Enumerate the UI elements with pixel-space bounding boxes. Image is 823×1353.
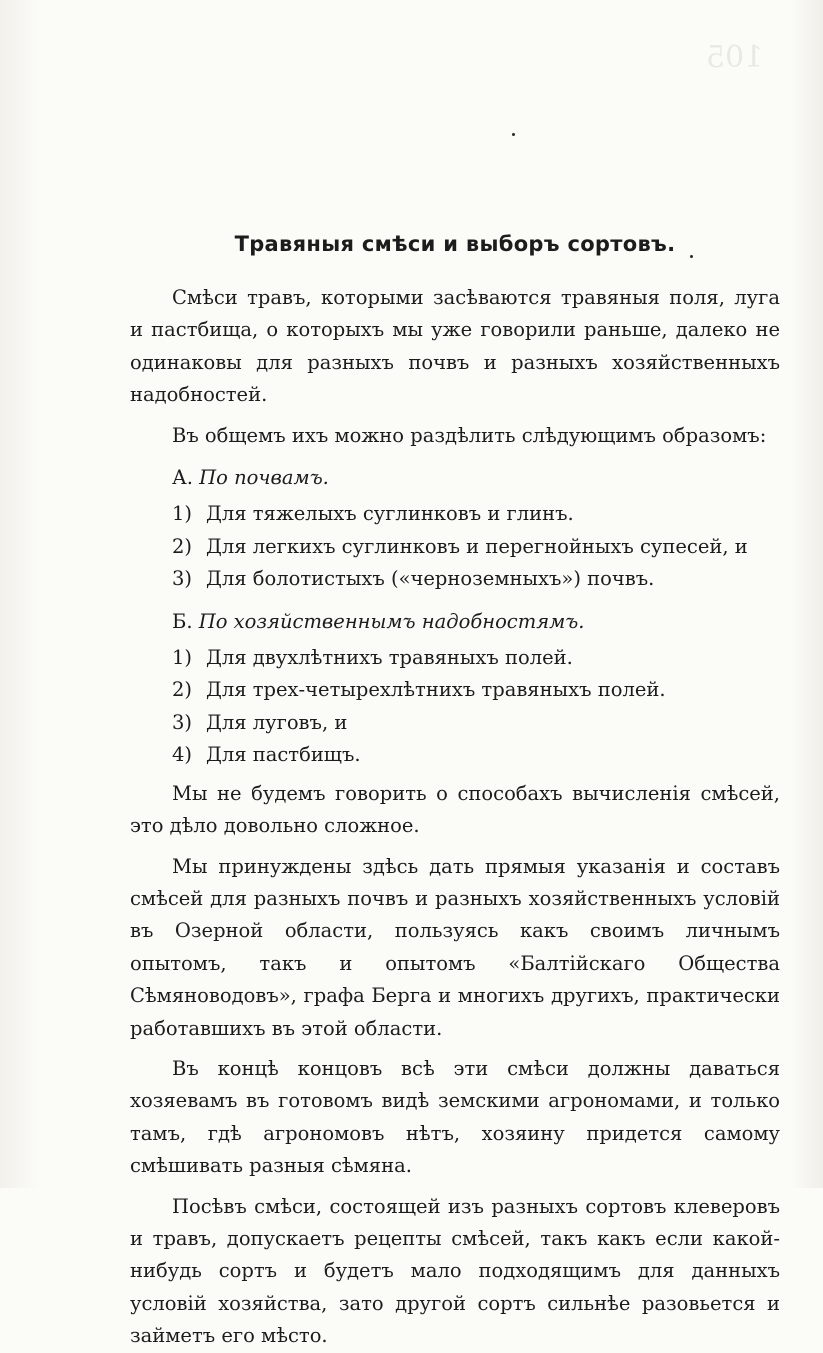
list-item [172,498,780,530]
page-content [130,232,780,1353]
intro-paragraph: Смѣси травъ, которыми засѣваются травяныя поля, луга и пастбища, о которыхъ мы уже говорили раньше, далеко не одинаковы для разныхъ почвъ и разныхъ хозяйственныхъ надобностей. [130,286,780,407]
section-b-letter: Б. [172,609,193,633]
list-item-number: 1) [172,646,193,670]
body-text [130,282,780,1353]
ink-speck [512,133,515,136]
section-a-title: По почвамъ. [199,466,329,490]
section-a-letter: А. [172,466,193,490]
paragraph: Посѣвъ смѣси, состоящей изъ разныхъ сортовъ клеверовъ и травъ, допускаетъ рецепты смѣсей, такъ какъ если какой-нибудь сортъ и будетъ мало подходящимъ для данныхъ условій хозяйства, зато другой сортъ сильнѣе разовьется и займетъ его мѣсто. [130,1194,780,1348]
paragraph: Мы не будемъ говорить о способахъ вычисленія смѣсей, это дѣло довольно сложное. [130,781,780,838]
list-item-text: Для пастбищъ. [206,743,361,767]
list-item [172,739,780,771]
list-item-number: 1) [172,502,193,526]
list-item [172,707,780,739]
list-item-number: 3) [172,567,193,591]
section-heading: Травяныя смѣси и выборъ сортовъ. [234,232,676,256]
list-item-text: Для луговъ, и [206,710,348,734]
section-a-list [172,498,780,595]
list-item [172,642,780,674]
section-b-list [172,642,780,772]
list-item-text: Для трех-четырехлѣтнихъ травяныхъ полей. [206,678,666,702]
section-b-heading [172,606,780,638]
paragraph: Мы принуждены здѣсь дать прямыя указанія и составъ смѣсей для разныхъ почвъ и разныхъ хозяйственныхъ условій въ Озерной области, пользуясь какъ своимъ личнымъ опытомъ, такъ и опытомъ «Балтійскаго Общества Сѣмяноводовъ», графа Берга и многихъ другихъ, практически работавшихъ въ этой области. [130,854,780,1040]
list-item-number: 3) [172,710,193,734]
list-item-text: Для тяжелыхъ суглинковъ и глинъ. [206,502,574,526]
list-item-number: 4) [172,743,193,767]
list-item-number: 2) [172,534,193,558]
list-item-number: 2) [172,678,193,702]
bleed-through-mark: 105 [705,40,763,75]
list-item [172,674,780,706]
section-b-title: По хозяйственнымъ надобностямъ. [198,609,585,633]
paragraph: Въ концѣ концовъ всѣ эти смѣси должны даваться хозяевамъ въ готовомъ видѣ земскими агрономами, и только тамъ, гдѣ агрономовъ нѣтъ, хозяину придется самому смѣшивать разныя сѣмяна. [130,1056,780,1178]
section-a-heading [172,462,780,494]
list-item-text: Для болотистыхъ («черноземныхъ») почвъ. [206,567,655,591]
list-item-text: Для легкихъ суглинковъ и перегнойныхъ супесей, и [206,534,748,558]
list-item [172,531,780,563]
list-item [172,563,780,595]
list-item-text: Для двухлѣтнихъ травяныхъ полей. [206,646,573,670]
general-paragraph: Въ общемъ ихъ можно раздѣлить слѣдующимъ образомъ: [172,423,767,447]
